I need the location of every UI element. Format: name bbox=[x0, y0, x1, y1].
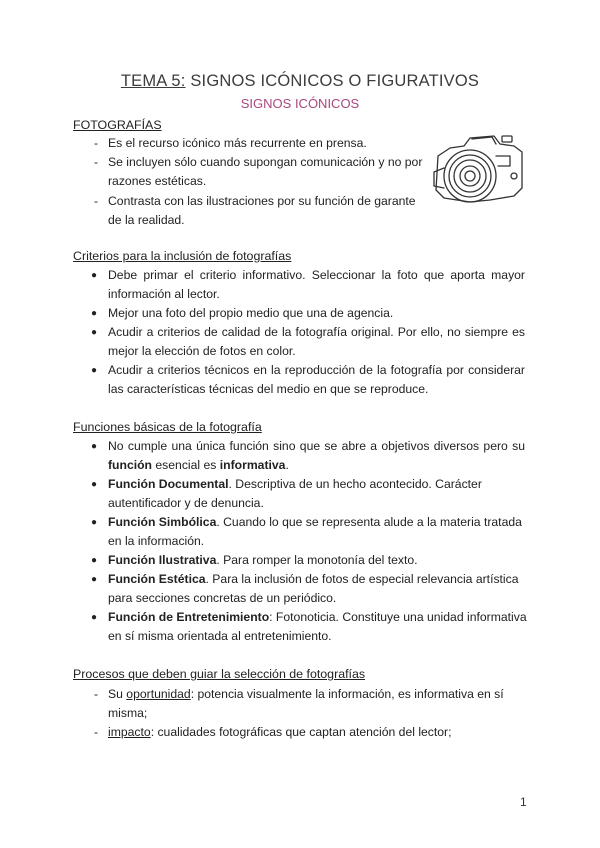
bullet-marker: ● bbox=[90, 327, 98, 338]
camera-icon bbox=[430, 126, 526, 208]
list-item-continuation: las características técnicas del medio en que se reproduce. bbox=[108, 382, 429, 396]
title-number: TEMA 5: bbox=[120, 72, 186, 90]
list-item-continuation: mejor la elección de fotos en color. bbox=[108, 344, 296, 358]
section-heading-funciones: Funciones básicas de la fotografía bbox=[73, 420, 262, 434]
list-item-continuation: función esencial es informativa. bbox=[108, 458, 289, 472]
dash-marker: - bbox=[93, 725, 99, 739]
bullet-marker: ● bbox=[90, 308, 98, 319]
dash-marker: - bbox=[93, 155, 99, 169]
bullet-marker: ● bbox=[90, 441, 98, 452]
bullet-marker: ● bbox=[90, 479, 98, 490]
dash-marker: - bbox=[93, 687, 99, 701]
list-item-continuation: para secciones concretas de un periódico. bbox=[108, 591, 337, 605]
list-item-continuation: de la realidad. bbox=[108, 213, 185, 227]
list-item-continuation: razones estéticas. bbox=[108, 174, 207, 188]
title-text: SIGNOS ICÓNICOS O FIGURATIVOS bbox=[185, 72, 480, 90]
dash-marker: - bbox=[93, 136, 99, 150]
page-subtitle: SIGNOS ICÓNICOS bbox=[240, 96, 360, 111]
bullet-marker: ● bbox=[90, 555, 98, 566]
list-item-continuation: misma; bbox=[108, 706, 148, 720]
page-title bbox=[0, 72, 600, 91]
bullet-marker: ● bbox=[90, 612, 98, 623]
section-heading-criterios: Criterios para la inclusión de fotografías bbox=[73, 249, 292, 263]
bullet-marker: ● bbox=[90, 270, 98, 281]
section-heading-fotografias: FOTOGRAFÍAS bbox=[73, 118, 162, 132]
list-item-continuation: autentificador y de denuncia. bbox=[108, 496, 264, 510]
dash-marker: - bbox=[93, 194, 99, 208]
bullet-marker: ● bbox=[90, 365, 98, 376]
bullet-marker: ● bbox=[90, 517, 98, 528]
list-item-continuation: en sí misma orientada al entretenimiento. bbox=[108, 629, 332, 643]
list-item-continuation: en la información. bbox=[108, 534, 205, 548]
section-heading-procesos: Procesos que deben guiar la selección de fotografías bbox=[73, 667, 366, 681]
list-item-continuation: información al lector. bbox=[108, 287, 220, 301]
page-number: 1 bbox=[520, 795, 527, 809]
bullet-marker: ● bbox=[90, 574, 98, 585]
